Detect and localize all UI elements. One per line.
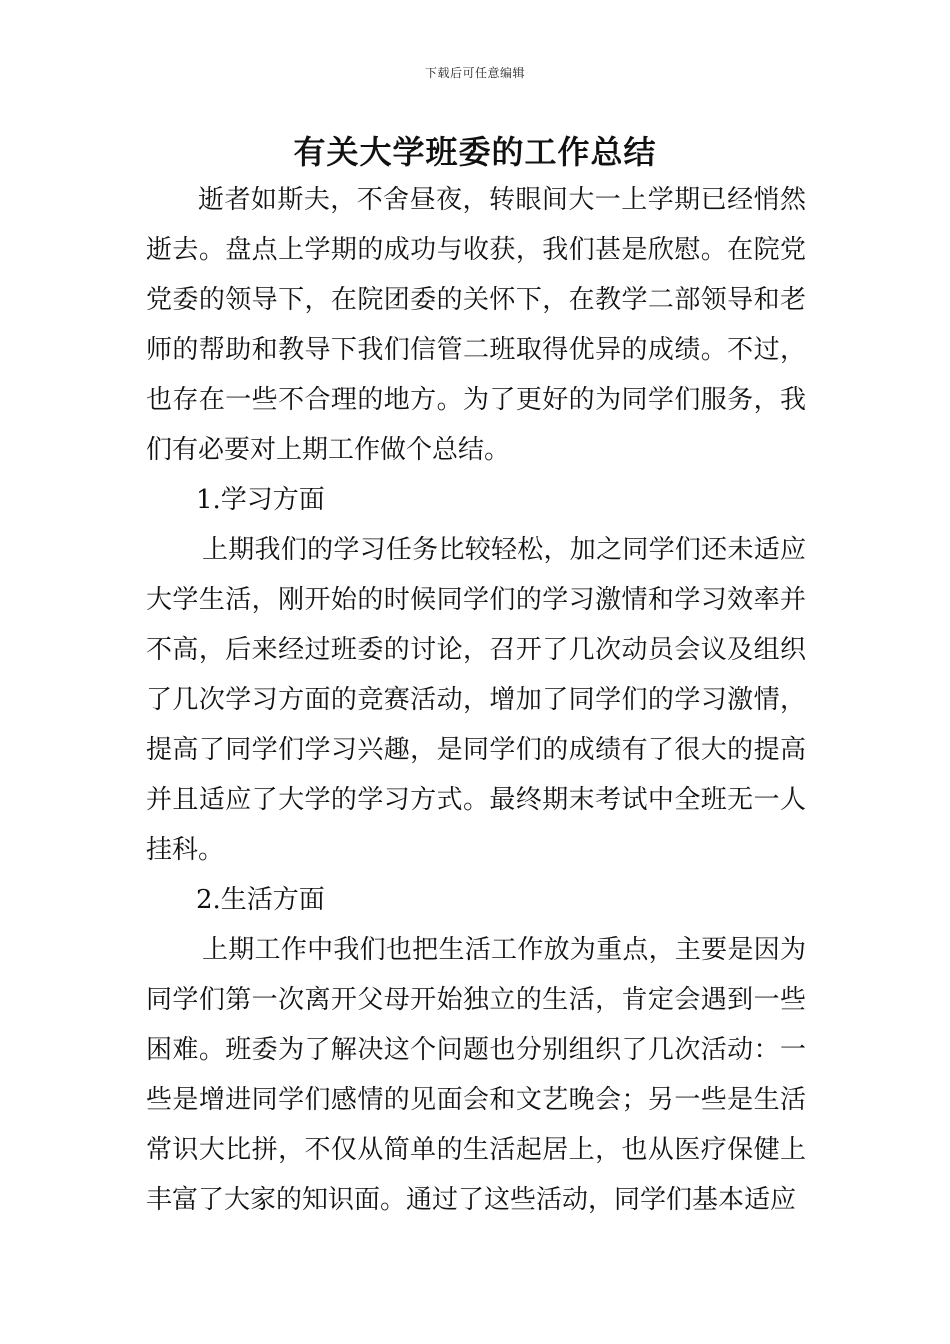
section-heading-study: 1.学习方面	[196, 485, 325, 515]
document-title: 有关大学班委的工作总结	[293, 133, 657, 171]
paragraph-intro: 逝者如斯夫，不舍昼夜，转眼间大一上学期已经悄然逝去。盘点上学期的成功与收获，我们甚是欣慰。在院党党委的领导下，在院团委的关怀下，在教学二部领导和老师的帮助和教导下我们信管二班取得优异的成绩。不过，也存在一些不合理的地方。为了更好的为同学们服务，我们有必要对上期工作做个总结。	[146, 185, 806, 465]
document-body	[146, 175, 806, 1225]
paragraph-study: 上期我们的学习任务比较轻松，加之同学们还未适应大学生活，刚开始的时候同学们的学习激情和学习效率并不高，后来经过班委的讨论，召开了几次动员会议及组织了几次学习方面的竞赛活动，增加了同学们的学习激情，提高了同学们学习兴趣，是同学们的成绩有了很大的提高并且适应了大学的学习方式。最终期末考试中全班无一人挂科。	[146, 535, 806, 865]
section-heading-life: 2.生活方面	[196, 885, 325, 915]
paragraph-life: 上期工作中我们也把生活工作放为重点，主要是因为同学们第一次离开父母开始独立的生活，肯定会遇到一些困难。班委为了解决这个问题也分别组织了几次活动：一些是增进同学们感情的见面会和文艺晚会；另一些是生活常识大比拼，不仅从简单的生活起居上，也从医疗保健上丰富了大家的知识面。通过了这些活动，同学们基本适应	[146, 935, 806, 1215]
header-note: 下载后可任意编辑	[424, 66, 525, 80]
